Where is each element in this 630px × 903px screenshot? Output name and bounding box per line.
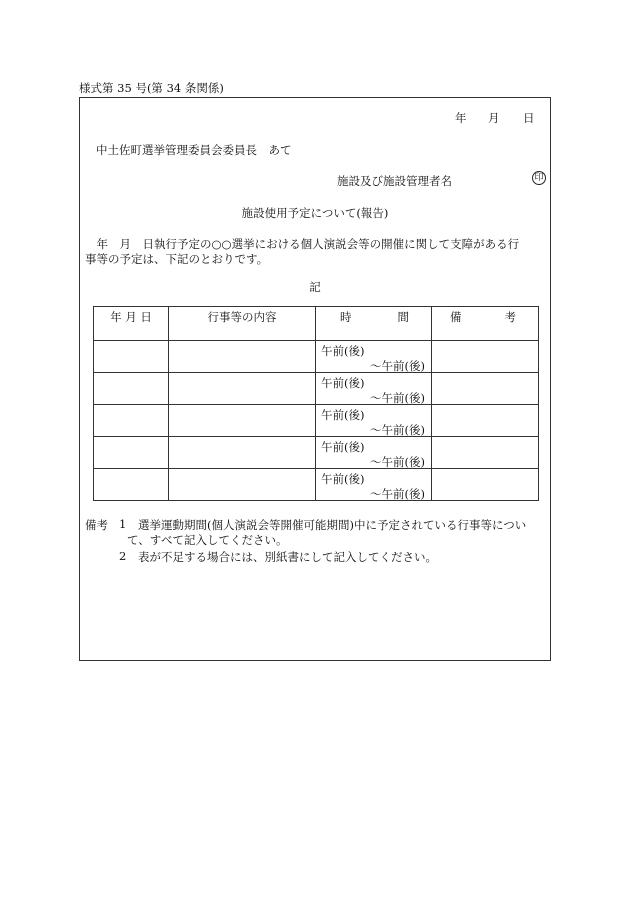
date-cell[interactable] <box>94 405 169 437</box>
header-note <box>432 307 539 341</box>
body-text-line-2: 事等の予定は、下記のとおりです。 <box>85 252 269 266</box>
remarks-label: 備考 <box>85 518 108 532</box>
date-cell[interactable] <box>94 373 169 405</box>
note-cell[interactable] <box>432 469 539 501</box>
date-year-label: 年 <box>455 111 467 125</box>
time-end: ～午前(後) <box>370 455 425 469</box>
date-cell[interactable] <box>94 469 169 501</box>
note-cell[interactable] <box>432 437 539 469</box>
addressee: 中土佐町選挙管理委員会委員長 あて <box>96 143 292 157</box>
header-time <box>316 307 432 341</box>
time-end: ～午前(後) <box>370 359 425 373</box>
event-cell[interactable] <box>169 341 316 373</box>
remark-1-number: 1 <box>119 517 127 531</box>
time-cell[interactable] <box>316 469 432 501</box>
note-cell[interactable] <box>432 405 539 437</box>
time-end: ～午前(後) <box>370 423 425 437</box>
time-start: 午前(後) <box>321 376 365 390</box>
time-cell[interactable] <box>316 373 432 405</box>
facility-manager-label: 施設及び施設管理者名 <box>337 174 452 188</box>
schedule-table <box>93 306 539 501</box>
table-row <box>94 341 539 373</box>
remark-2-number: 2 <box>119 549 127 563</box>
table-row <box>94 469 539 501</box>
header-time-b: 間 <box>397 310 409 324</box>
header-note-a: 備 <box>450 310 462 324</box>
time-cell[interactable] <box>316 341 432 373</box>
document-title: 施設使用予定について(報告) <box>241 206 389 220</box>
ki-heading: 記 <box>309 280 321 294</box>
date-day-label: 日 <box>523 111 535 125</box>
form-number: 様式第 35 号(第 34 条関係) <box>79 81 224 95</box>
time-start: 午前(後) <box>321 408 365 422</box>
time-start: 午前(後) <box>321 440 365 454</box>
time-cell[interactable] <box>316 437 432 469</box>
event-cell[interactable] <box>169 437 316 469</box>
table-row <box>94 405 539 437</box>
time-end: ～午前(後) <box>370 487 425 501</box>
header-date: 年 月 日 <box>94 307 169 341</box>
header-event: 行事等の内容 <box>169 307 316 341</box>
event-cell[interactable] <box>169 469 316 501</box>
table-row <box>94 437 539 469</box>
time-start: 午前(後) <box>321 344 365 358</box>
note-cell[interactable] <box>432 373 539 405</box>
header-note-b: 考 <box>504 310 516 324</box>
event-cell[interactable] <box>169 373 316 405</box>
seal-mark: 印 <box>532 171 546 185</box>
time-end: ～午前(後) <box>370 391 425 405</box>
time-start: 午前(後) <box>321 472 365 486</box>
note-cell[interactable] <box>432 341 539 373</box>
table-row <box>94 373 539 405</box>
header-time-a: 時 <box>340 310 352 324</box>
body-text-line-1: 年 月 日執行予定の○○選挙における個人演説会等の開催に関して支障がある行 <box>85 237 520 251</box>
remark-2-text: 表が不足する場合には、別紙書にして記入してください。 <box>138 550 437 564</box>
remark-1-text-line-1: 選挙運動期間(個人演説会等開催可能期間)中に予定されている行事等につい <box>138 518 527 532</box>
date-cell[interactable] <box>94 341 169 373</box>
date-month-label: 月 <box>488 111 500 125</box>
time-cell[interactable] <box>316 405 432 437</box>
remark-1-text-line-2: て、すべて記入してください。 <box>127 533 288 547</box>
table-header-row <box>94 307 539 341</box>
event-cell[interactable] <box>169 405 316 437</box>
date-cell[interactable] <box>94 437 169 469</box>
